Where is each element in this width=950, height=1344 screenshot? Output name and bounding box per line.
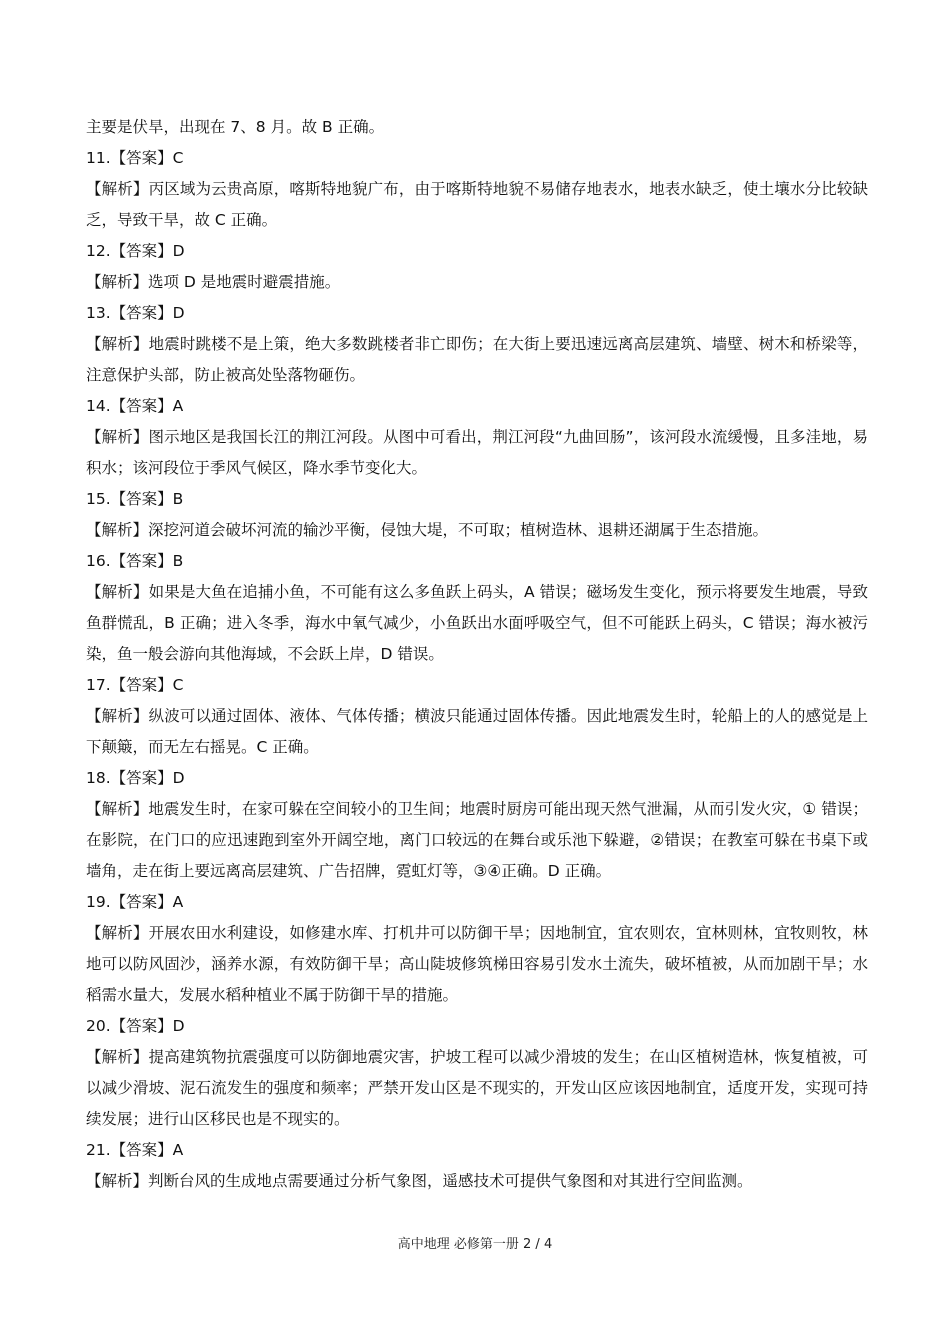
answer-item-13 bbox=[86, 298, 868, 391]
answer-label: 21.【答案】A bbox=[86, 1141, 184, 1159]
answer-item-14 bbox=[86, 391, 868, 484]
answer-item-18 bbox=[86, 763, 868, 887]
analysis-text: 【解析】判断台风的生成地点需要通过分析气象图，遥感技术可提供气象图和对其进行空间监测。 bbox=[86, 1172, 753, 1190]
answer-label: 14.【答案】A bbox=[86, 397, 184, 415]
answer-label: 15.【答案】B bbox=[86, 490, 184, 508]
analysis-text: 【解析】丙区域为云贵高原，喀斯特地貌广布，由于喀斯特地貌不易储存地表水，地表水缺乏，使土壤水分比较缺乏，导致干旱，故 C 正确。 bbox=[86, 180, 868, 229]
answer-item-15 bbox=[86, 484, 868, 546]
analysis-text: 【解析】如果是大鱼在追捕小鱼，不可能有这么多鱼跃上码头，A 错误；磁场发生变化，预示将要发生地震，导致鱼群慌乱，B 正确；进入冬季，海水中氧气减少，小鱼跃出水面呼吸空气，但不可能跃上码头，C 错误；海水被污染，鱼一般会游向其他海域，不会跃上岸，D 错误。 bbox=[86, 583, 868, 663]
analysis-text: 【解析】深挖河道会破坏河流的输沙平衡，侵蚀大堤，不可取；植树造林、退耕还湖属于生态措施。 bbox=[86, 521, 769, 539]
answer-item-20 bbox=[86, 1011, 868, 1135]
answer-label: 12.【答案】D bbox=[86, 242, 185, 260]
analysis-text: 【解析】地震时跳楼不是上策，绝大多数跳楼者非亡即伤；在大街上要迅速远离高层建筑、墙壁、树木和桥梁等，注意保护头部，防止被高处坠落物砸伤。 bbox=[86, 335, 868, 384]
analysis-text: 【解析】选项 D 是地震时避震措施。 bbox=[86, 273, 341, 291]
page-footer: 高中地理 必修第一册 2 / 4 bbox=[397, 1237, 553, 1252]
answer-item-17 bbox=[86, 670, 868, 763]
answer-item-11 bbox=[86, 143, 868, 236]
answer-label: 20.【答案】D bbox=[86, 1017, 185, 1035]
analysis-text: 【解析】地震发生时，在家可躲在空间较小的卫生间；地震时厨房可能出现天然气泄漏，从而引发火灾，① 错误；在影院，在门口的应迅速跑到室外开阔空地，离门口较远的在舞台或乐池下躲避，②错误；在教室可躲在书桌下或墙角，走在街上要远离高层建筑、广告招牌，霓虹灯等，③④正确。D 正确。 bbox=[86, 800, 868, 880]
analysis-text: 【解析】图示地区是我国长江的荆江河段。从图中可看出，荆江河段“九曲回肠”，该河段水流缓慢，且多洼地，易积水；该河段位于季风气候区，降水季节变化大。 bbox=[86, 428, 868, 477]
answer-item-16 bbox=[86, 546, 868, 670]
answer-label: 17.【答案】C bbox=[86, 676, 184, 694]
intro-line: 主要是伏旱，出现在 7、8 月。故 B 正确。 bbox=[86, 118, 385, 136]
answer-item-21 bbox=[86, 1135, 868, 1197]
answer-label: 13.【答案】D bbox=[86, 304, 185, 322]
answer-label: 18.【答案】D bbox=[86, 769, 185, 787]
analysis-text: 【解析】提高建筑物抗震强度可以防御地震灾害，护坡工程可以减少滑坡的发生；在山区植树造林，恢复植被，可以减少滑坡、泥石流发生的强度和频率；严禁开发山区是不现实的，开发山区应该因地制宜，适度开发，实现可持续发展；进行山区移民也是不现实的。 bbox=[86, 1048, 868, 1128]
answer-label: 11.【答案】C bbox=[86, 149, 184, 167]
analysis-text: 【解析】纵波可以通过固体、液体、气体传播；横波只能通过固体传播。因此地震发生时，轮船上的人的感觉是上下颠簸，而无左右摇晃。C 正确。 bbox=[86, 707, 868, 756]
answer-item-19 bbox=[86, 887, 868, 1011]
answer-content bbox=[86, 112, 868, 1197]
answer-item-12 bbox=[86, 236, 868, 298]
answer-label: 16.【答案】B bbox=[86, 552, 184, 570]
analysis-text: 【解析】开展农田水利建设，如修建水库、打机井可以防御干旱；因地制宜，宜农则农，宜林则林，宜牧则牧，林地可以防风固沙，涵养水源，有效防御干旱；高山陡坡修筑梯田容易引发水土流失，破坏植被，从而加剧干旱；水稻需水量大，发展水稻种植业不属于防御干旱的措施。 bbox=[86, 924, 868, 1004]
answer-label: 19.【答案】A bbox=[86, 893, 184, 911]
